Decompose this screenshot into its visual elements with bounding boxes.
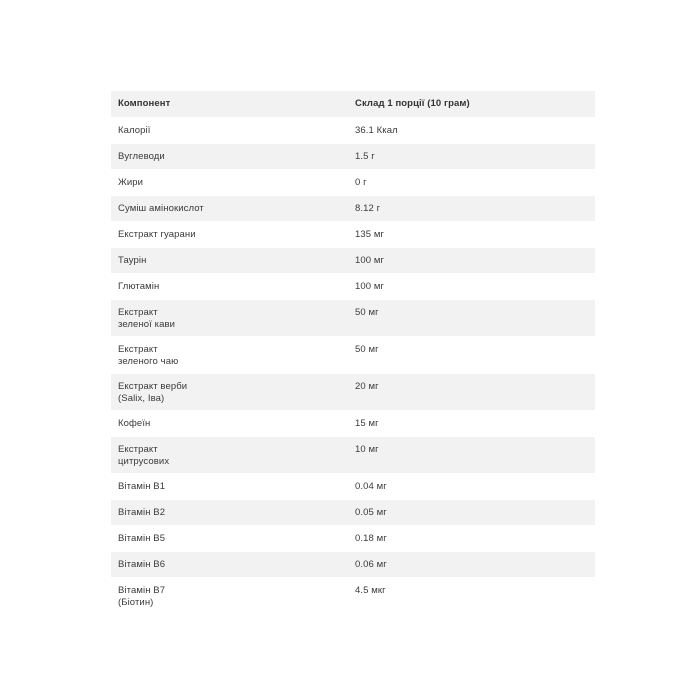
component-name: Калорії bbox=[118, 125, 151, 136]
component-cell bbox=[111, 474, 348, 500]
table-row bbox=[111, 437, 595, 474]
amount-cell bbox=[348, 118, 595, 144]
component-name: Вітамін В6 bbox=[118, 559, 166, 570]
table-row bbox=[111, 248, 595, 274]
table-header bbox=[111, 91, 595, 118]
component-name: Екстракт цитрусових bbox=[118, 444, 170, 467]
amount-cell bbox=[348, 337, 595, 374]
component-cell bbox=[111, 248, 348, 274]
table-row bbox=[111, 170, 595, 196]
component-cell bbox=[111, 222, 348, 248]
table-row bbox=[111, 411, 595, 437]
amount-cell bbox=[348, 274, 595, 300]
component-name: Таурін bbox=[118, 255, 147, 266]
header-serving-amount: Склад 1 порції (10 грам) bbox=[348, 91, 595, 118]
table-row bbox=[111, 526, 595, 552]
component-cell bbox=[111, 437, 348, 474]
amount-cell bbox=[348, 222, 595, 248]
amount-value: 36.1 Ккал bbox=[355, 125, 398, 136]
component-cell bbox=[111, 300, 348, 337]
table-row bbox=[111, 374, 595, 411]
component-name: Вітамін В7 (Біотин) bbox=[118, 585, 166, 608]
table-row bbox=[111, 196, 595, 222]
header-row bbox=[111, 91, 595, 118]
table-body bbox=[111, 118, 595, 615]
table-row bbox=[111, 118, 595, 144]
table-row bbox=[111, 144, 595, 170]
amount-value: 50 мг bbox=[355, 344, 379, 355]
amount-value: 50 мг bbox=[355, 307, 379, 318]
component-name: Екстракт верби (Salix, Іва) bbox=[118, 381, 188, 404]
amount-cell bbox=[348, 170, 595, 196]
amount-value: 0.04 мг bbox=[355, 481, 387, 492]
table-row bbox=[111, 578, 595, 615]
amount-cell bbox=[348, 374, 595, 411]
component-name: Вуглеводи bbox=[118, 151, 165, 162]
amount-value: 0.06 мг bbox=[355, 559, 387, 570]
component-name: Екстракт гуарани bbox=[118, 229, 196, 240]
table-row bbox=[111, 300, 595, 337]
component-cell bbox=[111, 526, 348, 552]
component-cell bbox=[111, 337, 348, 374]
table-row bbox=[111, 500, 595, 526]
amount-cell bbox=[348, 144, 595, 170]
nutrition-table bbox=[111, 91, 595, 615]
component-name: Жири bbox=[118, 177, 144, 188]
amount-value: 1.5 г bbox=[355, 151, 375, 162]
component-cell bbox=[111, 374, 348, 411]
amount-cell bbox=[348, 437, 595, 474]
component-name: Глютамін bbox=[118, 281, 160, 292]
component-cell bbox=[111, 500, 348, 526]
table-row bbox=[111, 337, 595, 374]
amount-value: 15 мг bbox=[355, 418, 379, 429]
component-cell bbox=[111, 196, 348, 222]
table-row bbox=[111, 222, 595, 248]
amount-value: 4.5 мкг bbox=[355, 585, 386, 596]
component-cell bbox=[111, 552, 348, 578]
amount-cell bbox=[348, 552, 595, 578]
component-name: Вітамін В1 bbox=[118, 481, 166, 492]
component-name: Кофеїн bbox=[118, 418, 151, 429]
amount-cell bbox=[348, 500, 595, 526]
amount-cell bbox=[348, 248, 595, 274]
amount-value: 135 мг bbox=[355, 229, 385, 240]
amount-cell bbox=[348, 411, 595, 437]
amount-cell bbox=[348, 578, 595, 615]
component-cell bbox=[111, 118, 348, 144]
amount-value: 0 г bbox=[355, 177, 367, 188]
amount-value: 100 мг bbox=[355, 281, 385, 292]
component-name: Вітамін В2 bbox=[118, 507, 166, 518]
table-row bbox=[111, 552, 595, 578]
table-row bbox=[111, 474, 595, 500]
amount-value: 8.12 г bbox=[355, 203, 381, 214]
component-name: Екстракт зеленого чаю bbox=[118, 344, 179, 367]
component-cell bbox=[111, 144, 348, 170]
amount-cell bbox=[348, 474, 595, 500]
amount-value: 0.18 мг bbox=[355, 533, 387, 544]
table-row bbox=[111, 274, 595, 300]
component-cell bbox=[111, 274, 348, 300]
amount-value: 0.05 мг bbox=[355, 507, 387, 518]
component-cell bbox=[111, 578, 348, 615]
component-name: Вітамін В5 bbox=[118, 533, 166, 544]
amount-value: 20 мг bbox=[355, 381, 379, 392]
amount-value: 100 мг bbox=[355, 255, 385, 266]
component-cell bbox=[111, 411, 348, 437]
header-component: Компонент bbox=[111, 91, 348, 118]
component-name: Суміш амінокислот bbox=[118, 203, 204, 214]
amount-value: 10 мг bbox=[355, 444, 379, 455]
component-cell bbox=[111, 170, 348, 196]
amount-cell bbox=[348, 196, 595, 222]
amount-cell bbox=[348, 526, 595, 552]
amount-cell bbox=[348, 300, 595, 337]
component-name: Екстракт зеленої кави bbox=[118, 307, 176, 330]
